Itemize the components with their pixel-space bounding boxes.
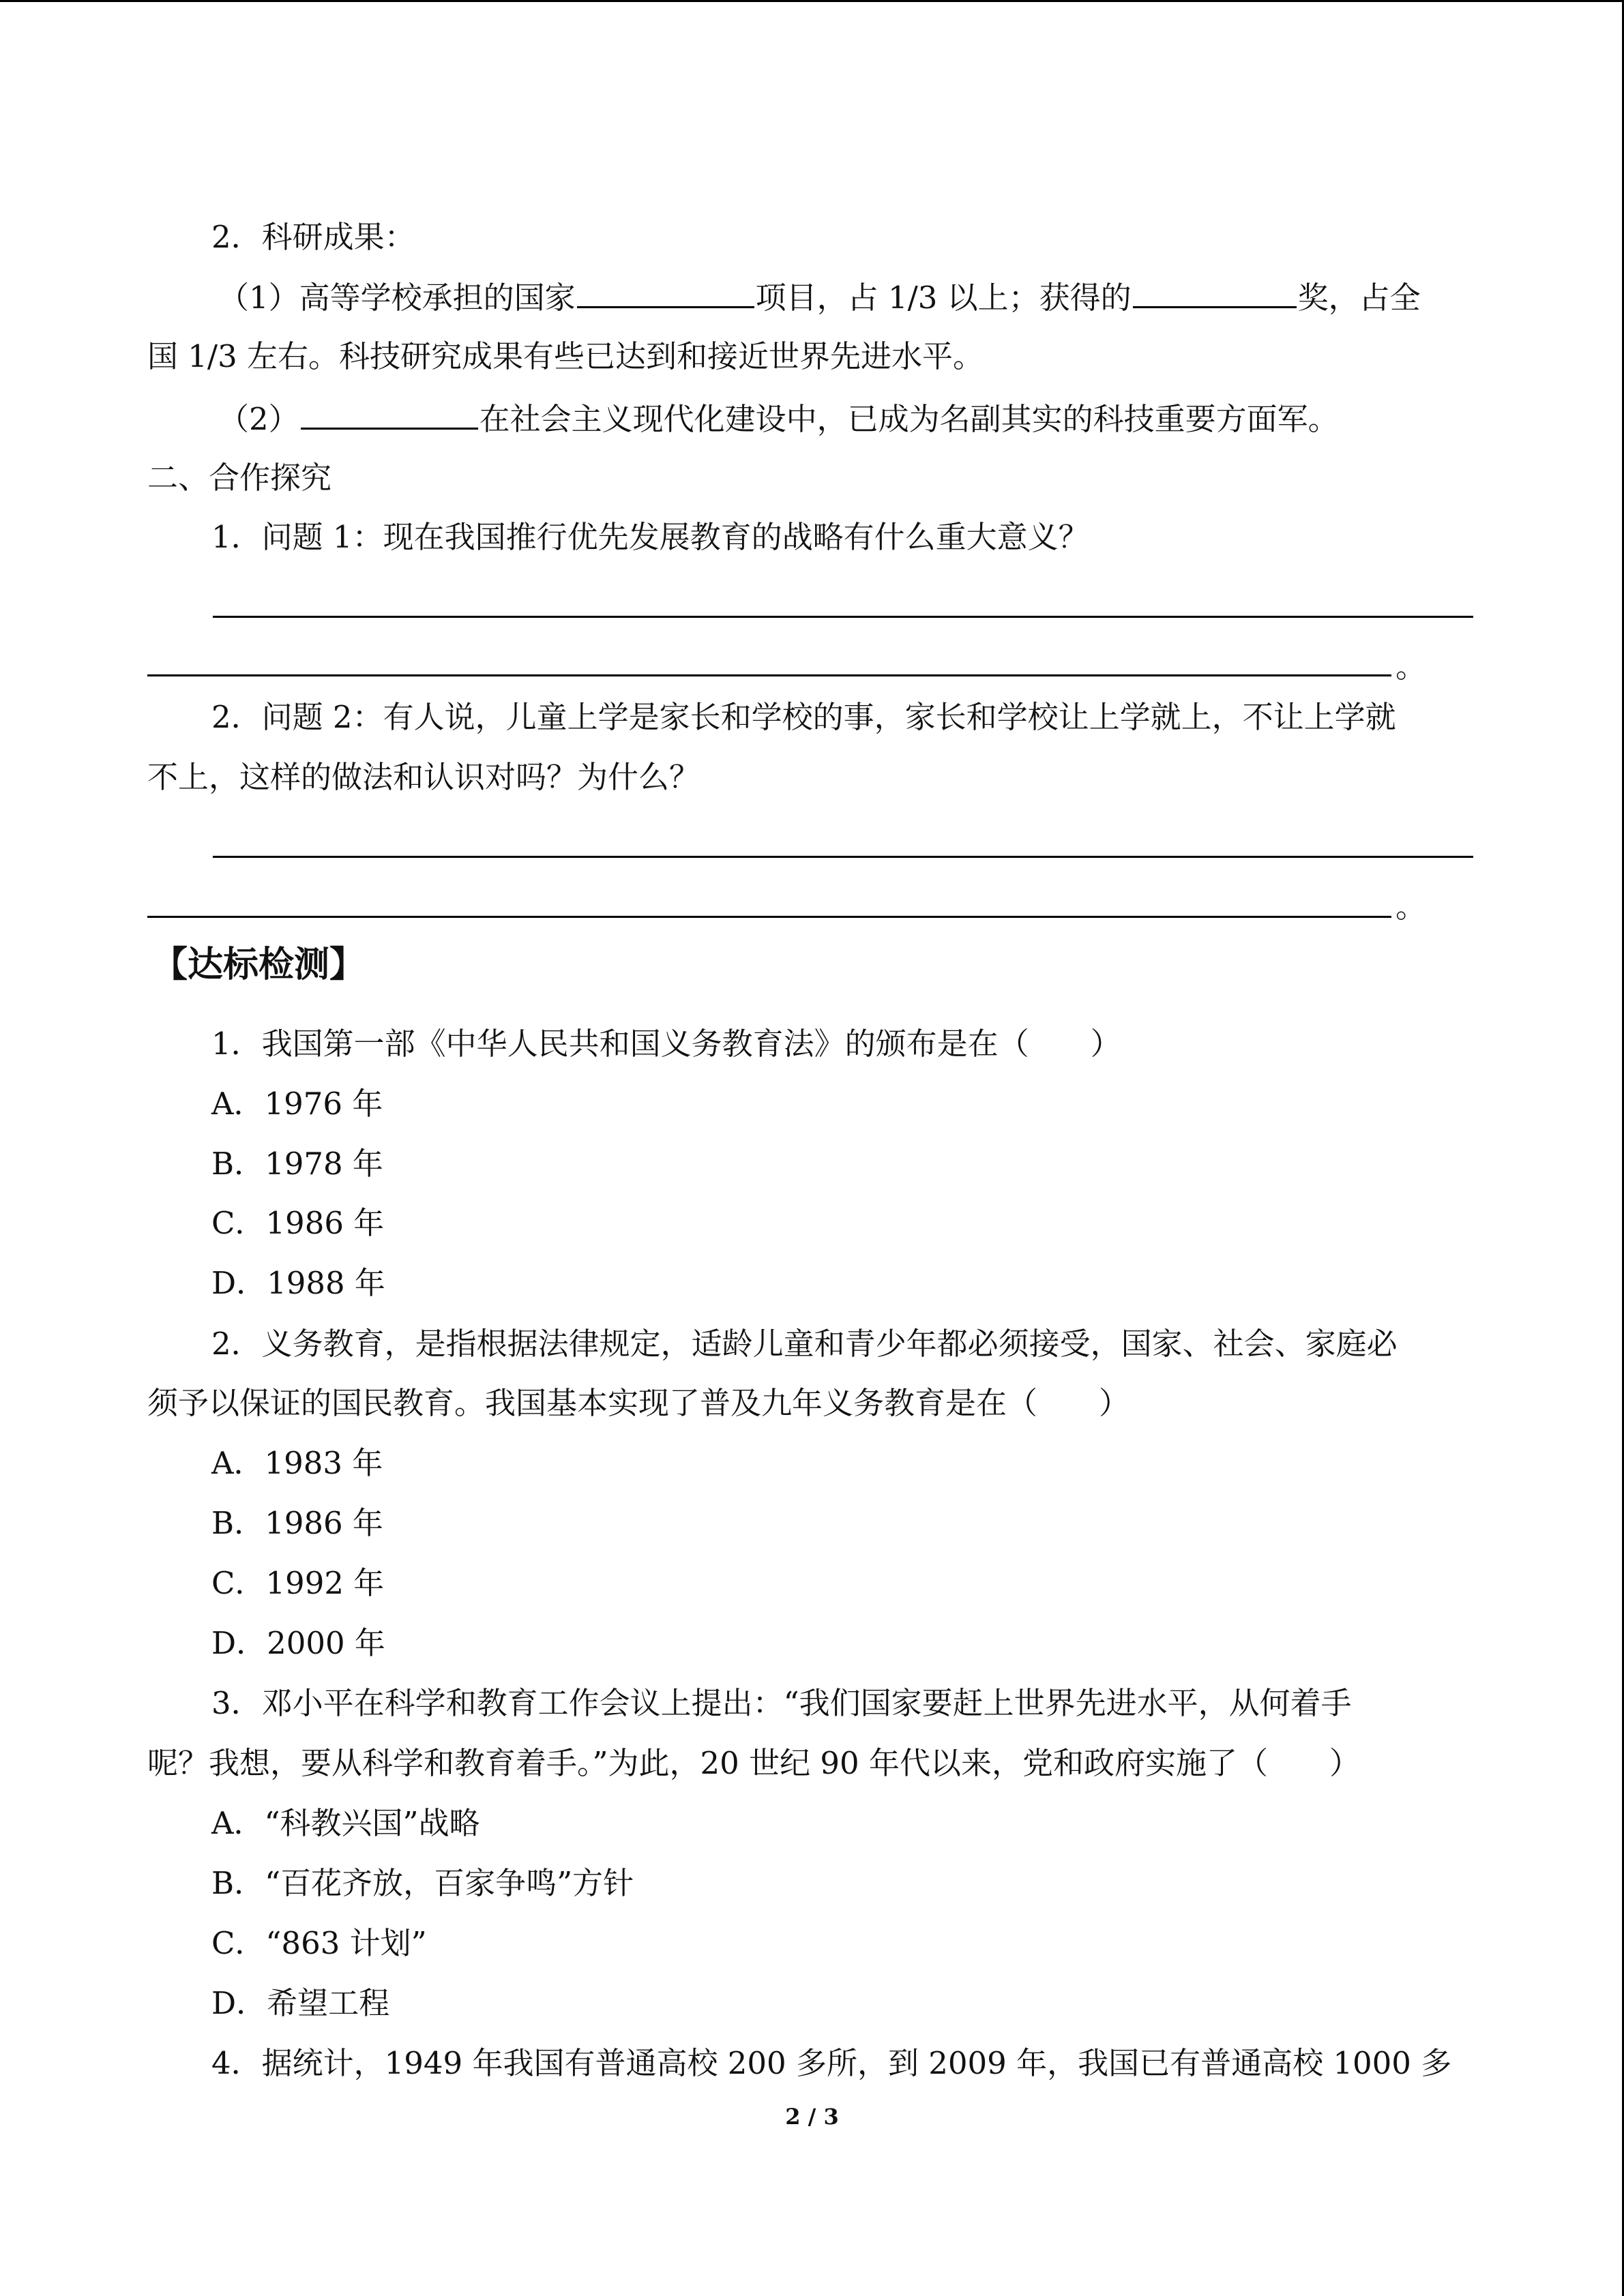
test-question-4-line1: 4．据统计，1949 年我国有普通高校 200 多所，到 2009 年，我国已有普通高校 1000 多	[211, 2045, 1452, 2081]
test-question-2-line1: 2．义务教育，是指根据法律规定，适龄儿童和青少年都必须接受，国家、社会、家庭必	[211, 1326, 1398, 1362]
cooperation-heading: 二、合作探究	[147, 460, 332, 496]
item2-sub1-part-c: 奖，占全	[1297, 280, 1421, 316]
item2-title: 2．科研成果：	[211, 219, 415, 255]
item2-sub1-cont: 国 1/3 左右。科技研究成果有些已达到和接近世界先进水平。	[147, 338, 984, 374]
answer-line[interactable]	[213, 856, 1473, 858]
q3-option-d[interactable]: D．希望工程	[211, 1985, 390, 2021]
test-question-2-line2: 须予以保证的国民教育。我国基本实现了普及九年义务教育是在（ ）	[147, 1385, 1130, 1421]
q1-option-b[interactable]: B．1978 年	[211, 1146, 383, 1182]
q1-option-c[interactable]: C．1986 年	[211, 1205, 385, 1241]
end-mark: 。	[1396, 889, 1427, 925]
answer-line[interactable]	[147, 674, 1391, 676]
q2-option-d[interactable]: D．2000 年	[211, 1625, 385, 1661]
item2-sub1-line	[218, 276, 1421, 318]
question-2-line1: 2．问题 2：有人说，儿童上学是家长和学校的事，家长和学校让上学就上，不让上学就	[211, 699, 1396, 735]
item2-sub1-part-a: （1）高等学校承担的国家	[218, 280, 576, 316]
answer-blank[interactable]	[577, 276, 754, 308]
item2-sub2-line	[218, 398, 1339, 440]
q3-option-a[interactable]: A．“科教兴国”战略	[211, 1805, 480, 1841]
test-heading: 【达标检测】	[152, 944, 366, 985]
q3-option-b[interactable]: B．“百花齐放，百家争鸣”方针	[211, 1865, 634, 1901]
q2-option-a[interactable]: A．1983 年	[211, 1445, 383, 1481]
q2-option-b[interactable]: B．1986 年	[211, 1505, 383, 1541]
q1-option-a[interactable]: A．1976 年	[211, 1086, 383, 1122]
test-question-1: 1．我国第一部《中华人民共和国义务教育法》的颁布是在（ ）	[211, 1026, 1121, 1062]
question-1: 1．问题 1：现在我国推行优先发展教育的战略有什么重大意义？	[211, 519, 1089, 555]
answer-blank[interactable]	[1133, 276, 1297, 308]
item2-sub2-part-a: （2）	[218, 401, 299, 437]
q2-option-c[interactable]: C．1992 年	[211, 1565, 385, 1601]
test-question-3-line2: 呢？我想，要从科学和教育着手。”为此，20 世纪 90 年代以来，党和政府实施了（ ）	[147, 1745, 1360, 1781]
q3-option-c[interactable]: C．“863 计划”	[211, 1925, 427, 1961]
answer-blank[interactable]	[301, 398, 478, 430]
item2-sub2-part-b: 在社会主义现代化建设中，已成为名副其实的科技重要方面军。	[479, 401, 1339, 437]
answer-line[interactable]	[147, 916, 1391, 918]
question-2-line2: 不上，这样的做法和认识对吗？为什么？	[147, 759, 700, 795]
page-number: 2 / 3	[785, 2104, 839, 2130]
answer-line[interactable]	[213, 616, 1473, 618]
end-mark: 。	[1396, 648, 1427, 685]
test-question-3-line1: 3．邓小平在科学和教育工作会议上提出：“我们国家要赶上世界先进水平，从何着手	[211, 1685, 1352, 1721]
item2-sub1-part-b: 项目，占 1/3 以上；获得的	[755, 280, 1132, 316]
q1-option-d[interactable]: D．1988 年	[211, 1265, 385, 1301]
